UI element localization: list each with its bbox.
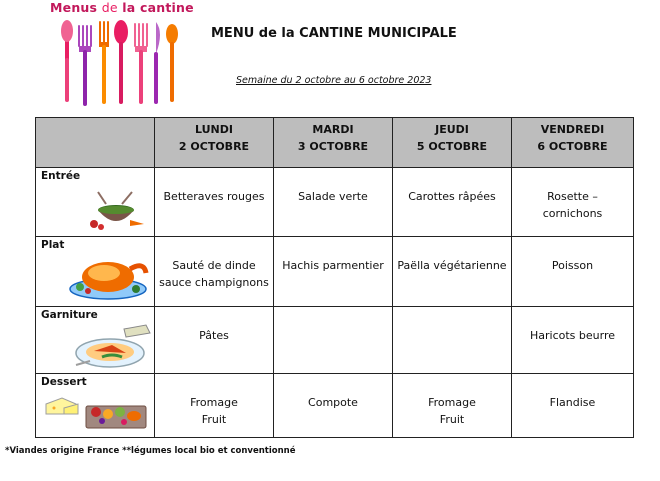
day-header-tuesday: MARDI 3 OCTOBRE <box>274 118 393 168</box>
cheese-fruit-board-icon <box>42 390 152 434</box>
category-garniture <box>36 307 155 374</box>
menu-cell: Rosette – cornichons <box>512 168 634 237</box>
menu-cell: Paëlla végétarienne <box>393 237 512 307</box>
category-label: Garniture <box>41 309 98 321</box>
category-plat <box>36 237 155 307</box>
day-header-monday: LUNDI 2 OCTOBRE <box>155 118 274 168</box>
menu-cell: Poisson <box>512 237 634 307</box>
menu-cell: Fromage Fruit <box>393 374 512 438</box>
logo-title: Menus de la cantine <box>50 0 194 15</box>
menu-cell <box>393 307 512 374</box>
header-corner <box>36 118 155 168</box>
roast-chicken-icon <box>66 251 152 303</box>
day-header-friday: VENDREDI 6 OCTOBRE <box>512 118 634 168</box>
table-row <box>36 237 634 307</box>
menu-cell: Hachis parmentier <box>274 237 393 307</box>
menu-cell: Carottes râpées <box>393 168 512 237</box>
table-row <box>36 307 634 374</box>
week-subtitle: Semaine du 2 octobre au 6 octobre 2023 <box>236 75 432 86</box>
utensils-illustration <box>55 18 185 110</box>
category-dessert <box>36 374 155 438</box>
menu-cell: Salade verte <box>274 168 393 237</box>
day-header-thursday: JEUDI 5 OCTOBRE <box>393 118 512 168</box>
table-row <box>36 168 634 237</box>
category-label: Dessert <box>41 376 87 388</box>
menu-table <box>35 117 634 438</box>
category-label: Entrée <box>41 170 81 182</box>
menu-cell: Fromage Fruit <box>155 374 274 438</box>
table-row <box>36 374 634 438</box>
menu-cell: Compote <box>274 374 393 438</box>
menu-cell: Haricots beurre <box>512 307 634 374</box>
category-entree <box>36 168 155 237</box>
menu-cell: Sauté de dinde sauce champignons <box>155 237 274 307</box>
menu-cell: Betteraves rouges <box>155 168 274 237</box>
menu-cell <box>274 307 393 374</box>
menu-cell: Flandise <box>512 374 634 438</box>
salad-bowl-icon <box>86 190 148 234</box>
cantine-logo <box>25 0 194 110</box>
footnote: *Viandes origine France **légumes local bio et conventionné <box>5 446 296 456</box>
page-title: MENU de la CANTINE MUNICIPALE <box>211 26 457 41</box>
plated-dish-icon <box>72 321 152 373</box>
header-row <box>36 118 634 168</box>
category-label: Plat <box>41 239 65 251</box>
menu-cell: Pâtes <box>155 307 274 374</box>
